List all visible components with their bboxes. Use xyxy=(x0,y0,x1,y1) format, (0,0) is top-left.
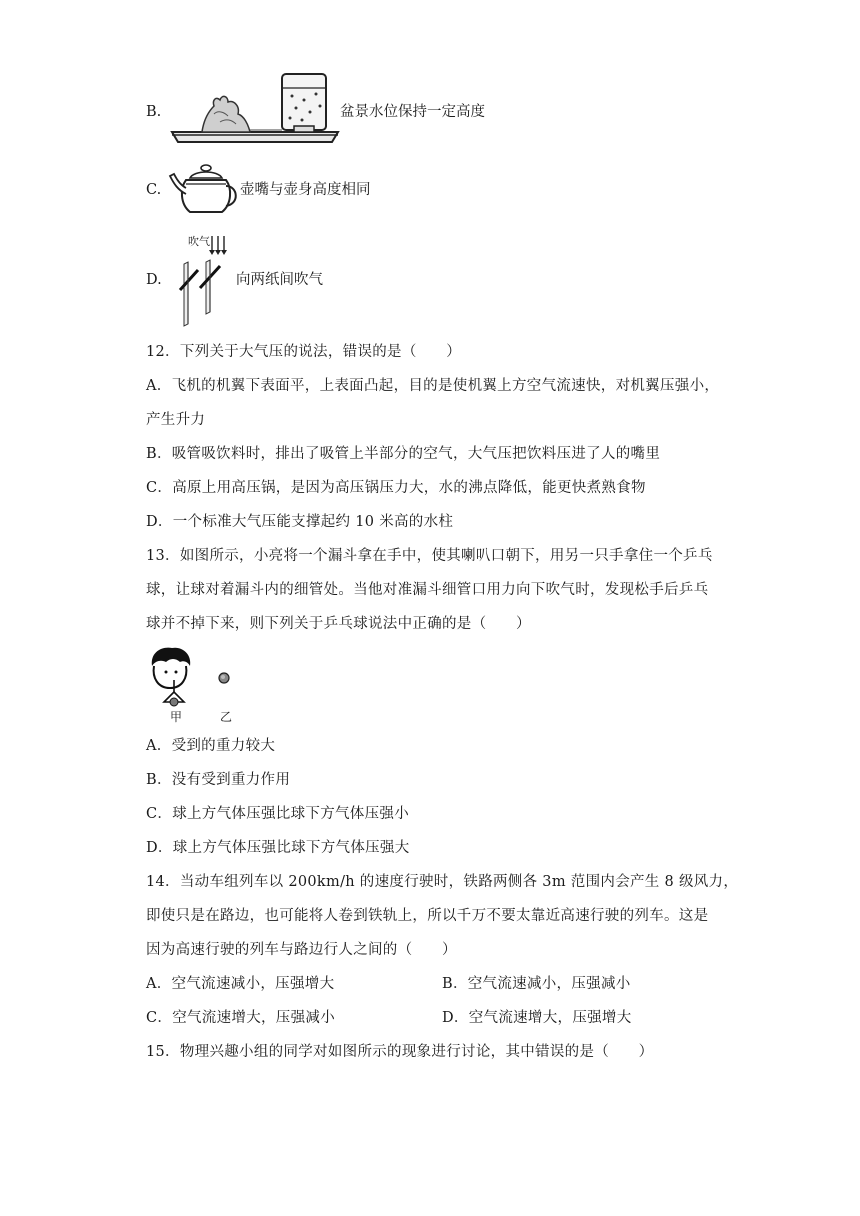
q13-stem-line2: 球，让球对着漏斗内的细管处。当他对准漏斗细管口用力向下吹气时，发现松手后乒乓 xyxy=(146,582,709,598)
q12-option-a-line1: A．飞机的机翼下表面平，上表面凸起，目的是使机翼上方空气流速快，对机翼压强小， xyxy=(146,378,720,394)
bonsai-water-figure xyxy=(170,70,340,148)
q13-stem-line1: 13．如图所示，小亮将一个漏斗拿在手中，使其喇叭口朝下，用另一只手拿住一个乒乓 xyxy=(146,548,713,564)
teapot-figure xyxy=(168,160,240,218)
q12-stem: 12．下列关于大气压的说法，错误的是（ ） xyxy=(146,344,462,360)
option-b-caption: 盆景水位保持一定高度 xyxy=(340,104,485,120)
q13-option-b: B．没有受到重力作用 xyxy=(146,772,291,788)
option-c-caption: 壶嘴与壶身高度相同 xyxy=(240,182,371,198)
q14-option-c: C．空气流速增大，压强减小 xyxy=(146,1010,335,1026)
q13-option-c: C．球上方气体压强比球下方气体压强小 xyxy=(146,806,409,822)
q15-stem: 15．物理兴趣小组的同学对如图所示的现象进行讨论，其中错误的是（ ） xyxy=(146,1044,654,1060)
q13-stem-line3: 球并不掉下来，则下列关于乒乓球说法中正确的是（ ） xyxy=(146,616,531,632)
q14-stem-line2: 即使只是在路边，也可能将人卷到铁轨上，所以千万不要太靠近高速行驶的列车。这是 xyxy=(146,908,709,924)
blow-air-label: 吹气 xyxy=(188,235,210,248)
option-d-letter: D. xyxy=(146,272,162,288)
two-papers-figure xyxy=(170,232,236,328)
option-d-caption: 向两纸间吹气 xyxy=(236,272,323,288)
q14-option-b: B．空气流速减小，压强减小 xyxy=(442,976,631,992)
figure-label-jia: 甲 xyxy=(170,710,183,724)
q14-stem-line1: 14．当动车组列车以 200km/h 的速度行驶时，铁路两侧各 3m 范围内会产生 8 级风力， xyxy=(146,874,739,890)
q14-option-d: D．空气流速增大，压强增大 xyxy=(442,1010,632,1026)
q12-option-d: D．一个标准大气压能支撑起约 10 米高的水柱 xyxy=(146,514,454,530)
funnel-boy-figure xyxy=(144,644,244,708)
figure-label-yi: 乙 xyxy=(220,710,233,724)
option-b-letter: B. xyxy=(146,104,162,120)
q13-option-d: D．球上方气体压强比球下方气体压强大 xyxy=(146,840,410,856)
q14-stem-line3: 因为高速行驶的列车与路边行人之间的（ ） xyxy=(146,942,457,958)
q12-option-c: C．高原上用高压锅，是因为高压锅压力大，水的沸点降低，能更快煮熟食物 xyxy=(146,480,646,496)
option-c-letter: C. xyxy=(146,182,162,198)
q12-option-a-line2: 产生升力 xyxy=(146,412,206,428)
q12-option-b: B．吸管吸饮料时，排出了吸管上半部分的空气，大气压把饮料压进了人的嘴里 xyxy=(146,446,661,462)
q13-option-a: A．受到的重力较大 xyxy=(146,738,276,754)
q14-option-a: A．空气流速减小，压强增大 xyxy=(146,976,335,992)
